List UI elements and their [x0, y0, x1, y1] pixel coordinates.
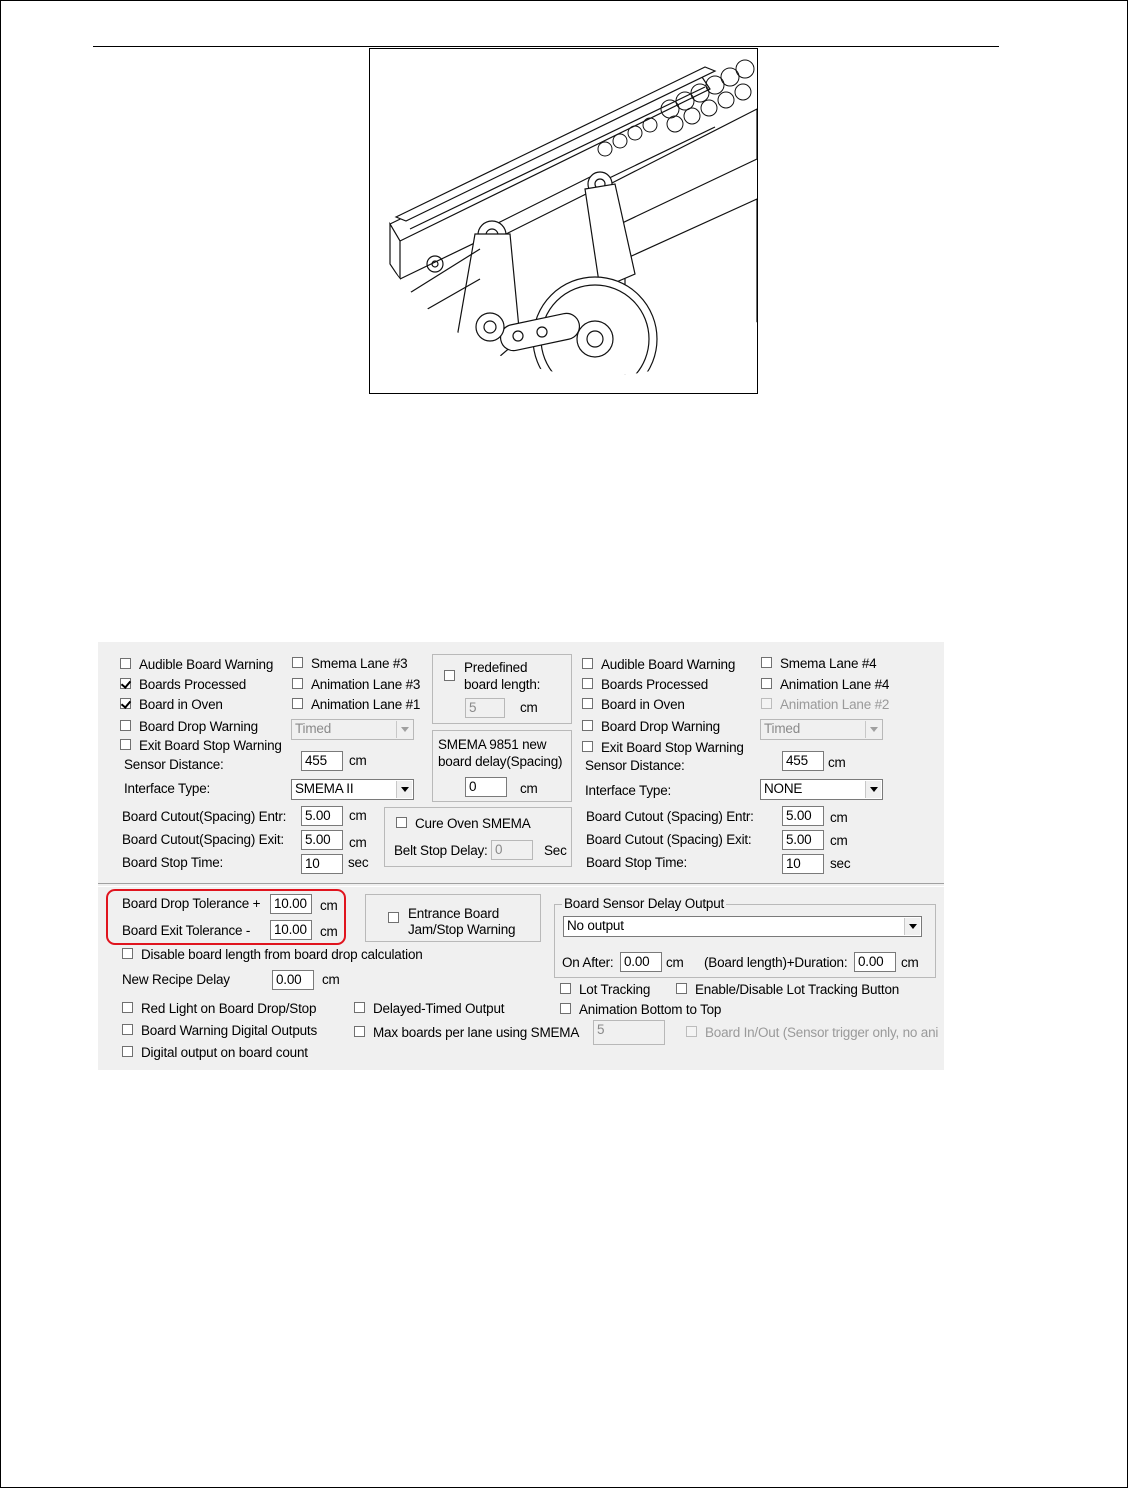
duration-unit: cm [901, 955, 919, 970]
checkbox-box[interactable] [396, 817, 407, 828]
checkbox-box[interactable] [292, 698, 303, 709]
checkbox-box[interactable] [676, 983, 687, 994]
checkbox-box[interactable] [582, 698, 593, 709]
checkbox-box[interactable] [560, 983, 571, 994]
animation-lane-4-checkbox[interactable]: Animation Lane #4 [761, 677, 889, 692]
right-cutout-entr-input[interactable]: 5.00 [782, 806, 824, 826]
checkbox-box[interactable] [761, 678, 772, 689]
entrance-jam-label-2: Jam/Stop Warning [408, 922, 516, 937]
checkbox-box[interactable] [120, 739, 131, 750]
checkbox-box[interactable] [122, 948, 133, 959]
board-drop-warning-checkbox[interactable]: Board Drop Warning [120, 719, 258, 734]
right-board-in-oven-checkbox[interactable]: Board in Oven [582, 697, 685, 712]
right-exit-board-stop-warning-checkbox[interactable]: Exit Board Stop Warning [582, 740, 744, 755]
max-boards-input[interactable]: 5 [593, 1020, 665, 1045]
left-timed-select[interactable]: Timed [291, 719, 414, 740]
predefined-length-checkbox[interactable] [444, 670, 455, 681]
digital-output-count-checkbox[interactable]: Digital output on board count [122, 1045, 308, 1060]
right-boards-processed-checkbox[interactable]: Boards Processed [582, 677, 708, 692]
board-in-oven-checkbox[interactable]: Board in Oven [120, 697, 223, 712]
board-in-out-checkbox[interactable]: Board In/Out (Sensor trigger only, no ani [686, 1025, 944, 1040]
checkbox-box[interactable] [560, 1003, 571, 1014]
smema9851-unit: cm [520, 781, 538, 796]
exit-board-stop-warning-checkbox[interactable]: Exit Board Stop Warning [120, 738, 282, 753]
right-cutout-exit-input[interactable]: 5.00 [782, 830, 824, 850]
duration-input[interactable]: 0.00 [854, 952, 896, 972]
right-sensor-distance-input[interactable]: 455 [782, 751, 824, 771]
right-sensor-distance-label: Sensor Distance: [585, 758, 685, 773]
new-recipe-delay-unit: cm [322, 972, 340, 987]
right-sensor-distance-unit: cm [828, 755, 846, 770]
delayed-timed-output-checkbox[interactable]: Delayed-Timed Output [354, 1001, 504, 1016]
checkbox-box[interactable] [120, 720, 131, 731]
checkbox-box[interactable] [761, 657, 772, 668]
exit-tolerance-unit: cm [320, 924, 338, 939]
checkbox-box[interactable] [761, 698, 772, 709]
conveyor-mechanism-drawing [370, 49, 757, 393]
left-interface-type-label: Interface Type: [124, 781, 211, 796]
cure-oven-smema-checkbox[interactable]: Cure Oven SMEMA [396, 816, 531, 831]
right-stop-time-label: Board Stop Time: [586, 855, 688, 870]
sensor-delay-output-select[interactable]: No output [563, 916, 922, 937]
left-stop-time-label: Board Stop Time: [122, 855, 224, 870]
left-cutout-entr-unit: cm [349, 808, 367, 823]
checkbox-box[interactable] [122, 1002, 133, 1013]
belt-stop-delay-label: Belt Stop Delay: [394, 843, 488, 858]
on-after-input[interactable]: 0.00 [620, 952, 662, 972]
smema-lane-4-checkbox[interactable]: Smema Lane #4 [761, 656, 876, 671]
animation-bottom-to-top-checkbox[interactable]: Animation Bottom to Top [560, 1002, 721, 1017]
duration-label: (Board length)+Duration: [704, 955, 848, 970]
smema9851-input[interactable]: 0 [465, 777, 507, 797]
left-cutout-exit-unit: cm [349, 835, 367, 850]
checkbox-box[interactable] [686, 1026, 697, 1037]
animation-lane-1-checkbox[interactable]: Animation Lane #1 [292, 697, 420, 712]
max-boards-checkbox[interactable]: Max boards per lane using SMEMA [354, 1025, 579, 1040]
lot-tracking-checkbox[interactable]: Lot Tracking [560, 982, 650, 997]
right-interface-type-label: Interface Type: [585, 783, 672, 798]
left-stop-time-input[interactable]: 10 [301, 854, 343, 874]
conveyor-illustration [369, 48, 758, 394]
right-stop-time-unit: sec [830, 856, 851, 871]
checkbox-box[interactable] [354, 1026, 365, 1037]
left-stop-time-unit: sec [348, 855, 369, 870]
chevron-down-icon [865, 781, 881, 798]
left-cutout-exit-label: Board Cutout(Spacing) Exit: [122, 832, 284, 847]
on-after-unit: cm [666, 955, 684, 970]
entrance-jam-checkbox[interactable] [388, 912, 399, 923]
checkbox-box[interactable] [120, 658, 131, 669]
right-timed-select[interactable]: Timed [760, 719, 883, 740]
sensor-delay-group-title: Board Sensor Delay Output [564, 896, 725, 911]
warning-digital-outputs-checkbox[interactable]: Board Warning Digital Outputs [122, 1023, 317, 1038]
exit-tolerance-label: Board Exit Tolerance - [122, 923, 251, 938]
right-cutout-entr-unit: cm [830, 810, 848, 825]
predefined-length-unit: cm [520, 700, 538, 715]
checkbox-box[interactable] [120, 698, 131, 709]
exit-tolerance-input[interactable]: 10.00 [270, 920, 312, 940]
chevron-down-icon [396, 781, 412, 798]
checkbox-box[interactable] [582, 720, 593, 731]
right-cutout-entr-label: Board Cutout (Spacing) Entr: [586, 809, 754, 824]
on-after-label: On After: [562, 955, 614, 970]
chevron-down-icon [904, 918, 920, 935]
section-divider [98, 883, 944, 887]
smema9851-label-2: board delay(Spacing) [438, 754, 563, 769]
right-audible-board-warning-checkbox[interactable]: Audible Board Warning [582, 657, 735, 672]
left-cutout-entr-label: Board Cutout(Spacing) Entr: [122, 809, 287, 824]
checkbox-box[interactable] [292, 657, 303, 668]
left-sensor-distance-unit: cm [349, 753, 367, 768]
checkbox-box[interactable] [582, 741, 593, 752]
checkbox-box[interactable] [122, 1024, 133, 1035]
drop-tolerance-label: Board Drop Tolerance + [122, 896, 261, 911]
drop-tolerance-input[interactable]: 10.00 [270, 894, 312, 914]
chevron-down-icon [396, 721, 412, 738]
chevron-down-icon [865, 721, 881, 738]
right-cutout-exit-unit: cm [830, 833, 848, 848]
new-recipe-delay-input[interactable]: 0.00 [272, 970, 314, 990]
header-rule [93, 46, 999, 47]
checkbox-box[interactable] [292, 678, 303, 689]
belt-stop-delay-input[interactable]: 0 [491, 840, 533, 860]
left-sensor-distance-input[interactable]: 455 [301, 751, 343, 771]
left-cutout-entr-input[interactable]: 5.00 [301, 806, 343, 826]
new-recipe-delay-label: New Recipe Delay [122, 972, 230, 987]
predefined-label-2: board length: [464, 677, 541, 692]
right-board-drop-warning-checkbox[interactable]: Board Drop Warning [582, 719, 720, 734]
checkbox-box[interactable] [354, 1002, 365, 1013]
entrance-jam-label: Entrance Board [408, 906, 500, 921]
checkbox-box[interactable] [582, 678, 593, 689]
left-sensor-distance-label: Sensor Distance: [124, 757, 224, 772]
animation-lane-2-checkbox[interactable]: Animation Lane #2 [761, 697, 889, 712]
enable-lot-tracking-button-checkbox[interactable]: Enable/Disable Lot Tracking Button [676, 982, 899, 997]
oven-settings-panel [98, 642, 944, 1070]
checkbox-box[interactable] [582, 658, 593, 669]
animation-lane-3-checkbox[interactable]: Animation Lane #3 [292, 677, 420, 692]
right-cutout-exit-label: Board Cutout (Spacing) Exit: [586, 832, 752, 847]
drop-tolerance-unit: cm [320, 898, 338, 913]
checkbox-box[interactable] [120, 678, 131, 689]
left-interface-type-select[interactable]: SMEMA II [291, 779, 414, 800]
predefined-length-input[interactable]: 5 [465, 698, 505, 718]
smema-lane-3-checkbox[interactable]: Smema Lane #3 [292, 656, 407, 671]
smema9851-label: SMEMA 9851 new [438, 737, 547, 752]
disable-board-length-checkbox[interactable]: Disable board length from board drop calculation [122, 947, 423, 962]
belt-stop-delay-unit: Sec [544, 843, 567, 858]
right-interface-type-select[interactable]: NONE [760, 779, 883, 800]
checkbox-box[interactable] [122, 1046, 133, 1057]
predefined-label: Predefined [464, 660, 528, 675]
audible-board-warning-checkbox[interactable]: Audible Board Warning [120, 657, 273, 672]
red-light-checkbox[interactable]: Red Light on Board Drop/Stop [122, 1001, 316, 1016]
left-cutout-exit-input[interactable]: 5.00 [301, 830, 343, 850]
right-stop-time-input[interactable]: 10 [782, 854, 824, 874]
boards-processed-checkbox[interactable]: Boards Processed [120, 677, 246, 692]
